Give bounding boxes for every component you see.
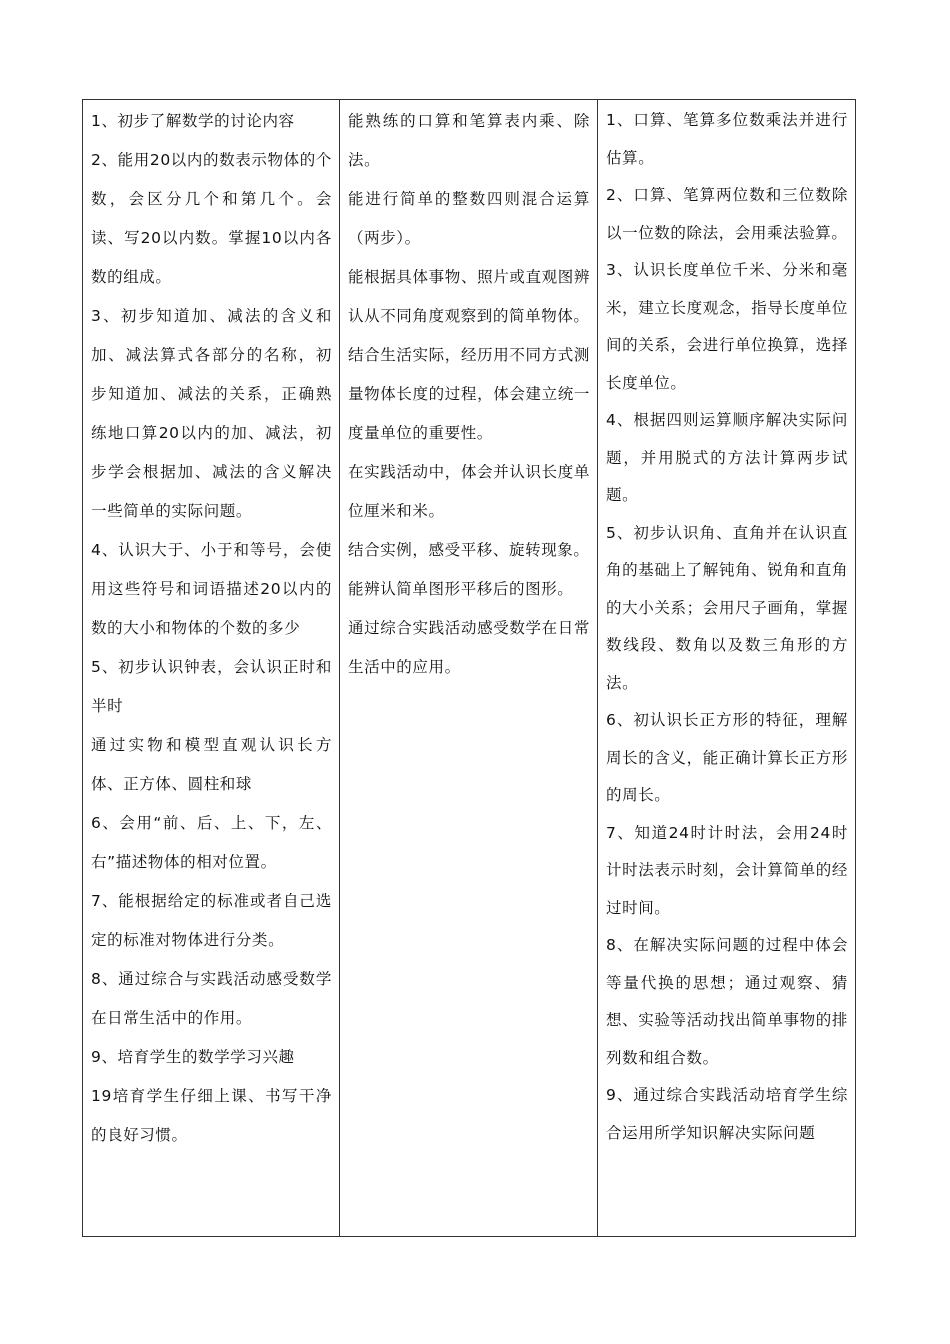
objective-paragraph: 通过综合实践活动感受数学在日常生活中的应用。 [348,619,590,676]
objective-paragraph: 2、口算、笔算两位数和三位数除以一位数的除法，会用乘法验算。 [606,186,848,242]
objective-paragraph: 5、初步认识角、直角并在认识直角的基础上了解钝角、锐角和直角的大小关系；会用尺子画角，掌握数线段、数角以及数三角形的方法。 [606,523,848,692]
objective-paragraph: 3、初步知道加、减法的含义和加、减法算式各部分的名称，初步知道加、减法的关系，正确熟练地口算20以内的加、减法，初步学会根据加、减法的含义解决一些简单的实际问题。 [91,307,332,520]
objective-paragraph: 能熟练的口算和笔算表内乘、除法。 [348,112,590,169]
objective-paragraph: 8、通过综合与实践活动感受数学在日常生活中的作用。 [91,970,332,1027]
column-grade-2 [340,100,598,1237]
objective-paragraph: 7、能根据给定的标准或者自己选定的标准对物体进行分类。 [91,892,332,949]
objective-paragraph: 5、初步认识钟表，会认识正时和半时 [91,658,332,715]
objective-paragraph: 能进行简单的整数四则混合运算（两步）。 [348,190,590,247]
objective-paragraph: 4、根据四则运算顺序解决实际问题，并用脱式的方法计算两步试题。 [606,411,848,504]
objective-paragraph: 4、认识大于、小于和等号，会使用这些符号和词语描述20以内的数的大小和物体的个数的多少 [91,541,332,637]
column-2-content [340,100,597,687]
objective-paragraph: 在实践活动中，体会并认识长度单位厘米和米。 [348,463,590,520]
column-1-content [83,100,339,1155]
objective-paragraph: 3、认识长度单位千米、分米和毫米，建立长度观念，指导长度单位间的关系，会进行单位换算，选择长度单位。 [606,261,848,392]
column-grade-3 [598,100,856,1237]
objective-paragraph: 8、在解决实际问题的过程中体会等量代换的思想；通过观察、猜想、实验等活动找出简单事物的排列数和组合数。 [606,936,848,1067]
objective-paragraph: 结合实例，感受平移、旋转现象。 [348,541,590,559]
table-row [83,100,856,1237]
objective-paragraph: 2、能用20以内的数表示物体的个数，会区分几个和第几个。会读、写20以内数。掌握10以内各数的组成。 [91,151,332,286]
objective-paragraph: 通过实物和模型直观认识长方体、正方体、圆柱和球 [91,736,332,793]
objective-paragraph: 能根据具体事物、照片或直观图辨认从不同角度观察到的简单物体。 [348,268,590,325]
objective-paragraph: 6、初认识长正方形的特征，理解周长的含义，能正确计算长正方形的周长。 [606,711,848,804]
column-3-content [598,100,855,1152]
objective-paragraph: 7、知道24时计时法，会用24时计时法表示时刻，会计算简单的经过时间。 [606,823,848,917]
column-grade-1 [83,100,340,1237]
objective-paragraph: 19培育学生仔细上课、书写干净的良好习惯。 [91,1087,332,1144]
objective-paragraph: 1、初步了解数学的讨论内容 [91,112,295,130]
objective-paragraph: 1、口算、笔算多位数乘法并进行估算。 [606,111,848,167]
objective-paragraph: 9、通过综合实践活动培育学生综合运用所学知识解决实际问题 [606,1086,848,1142]
objective-paragraph: 6、会用“前、后、上、下，左、右”描述物体的相对位置。 [91,814,332,871]
objective-paragraph: 9、培育学生的数学学习兴趣 [91,1048,295,1066]
curriculum-table [82,99,856,1237]
objective-paragraph: 结合生活实际，经历用不同方式测量物体长度的过程，体会建立统一度量单位的重要性。 [348,346,590,442]
objective-paragraph: 能辨认简单图形平移后的图形。 [348,580,574,598]
